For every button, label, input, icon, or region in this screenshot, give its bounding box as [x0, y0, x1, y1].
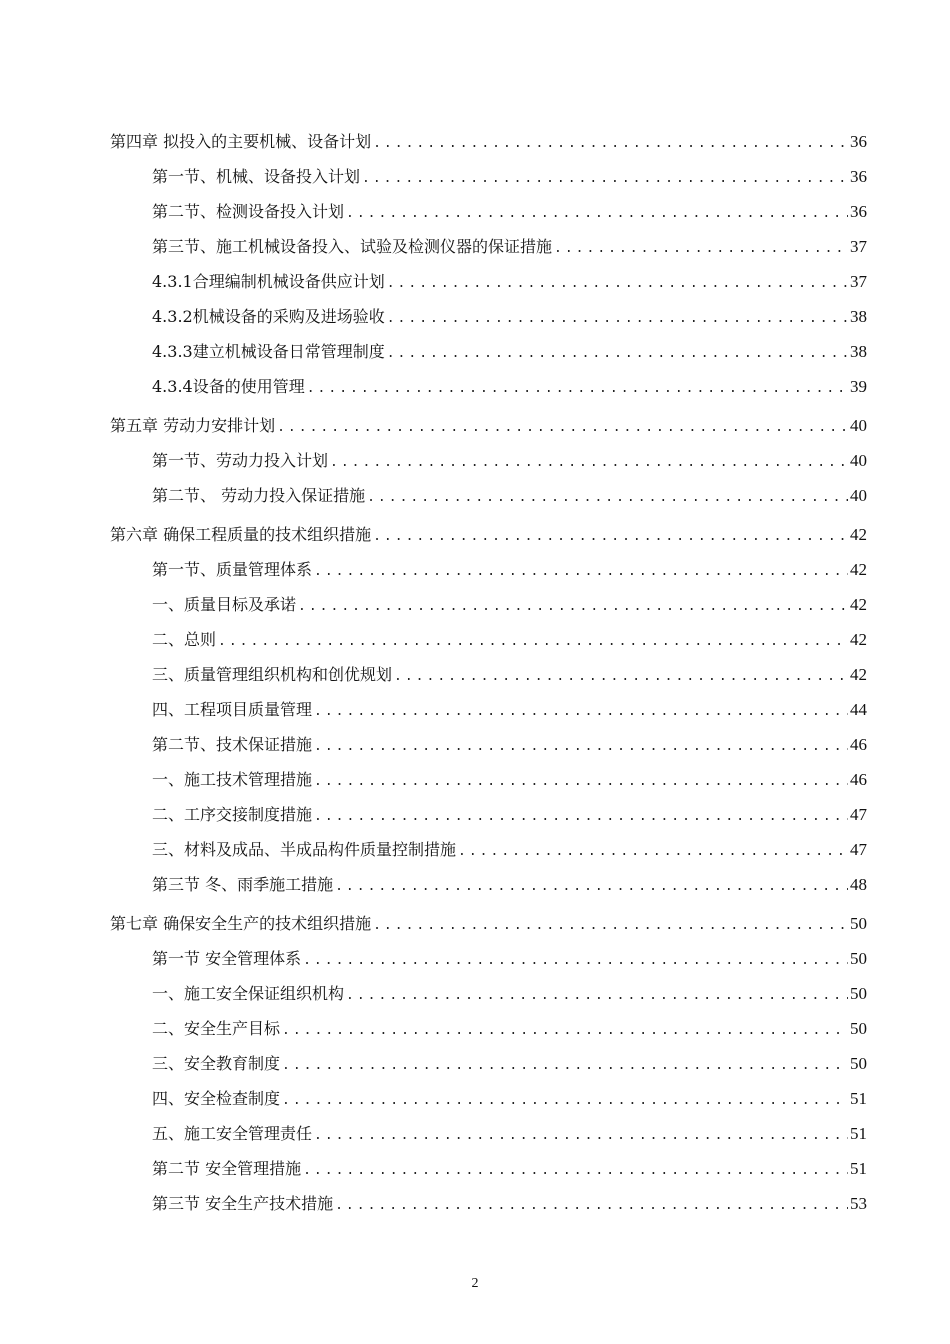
toc-entry-page-number: 38	[850, 307, 867, 326]
toc-entry-page-number: 51	[850, 1124, 867, 1143]
toc-section-entry[interactable]	[110, 587, 867, 622]
toc-section-entry[interactable]	[110, 334, 867, 369]
toc-section-entry[interactable]	[110, 797, 867, 832]
toc-chapter-entry[interactable]	[110, 517, 867, 552]
toc-entry-page-number: 47	[850, 805, 867, 824]
toc-entry-label: 4.3.3建立机械设备日常管理制度	[152, 342, 385, 361]
toc-entry-label: 一、施工技术管理措施	[152, 770, 313, 789]
toc-section-entry[interactable]	[110, 264, 867, 299]
toc-entry-page-number: 40	[850, 451, 867, 470]
dot-leader	[335, 1188, 848, 1223]
toc-entry-page-number: 51	[850, 1089, 867, 1108]
toc-section-entry[interactable]	[110, 1081, 867, 1116]
dot-leader	[387, 301, 848, 336]
toc-section-entry[interactable]	[110, 478, 867, 513]
dot-leader	[282, 1083, 848, 1118]
toc-entry-page-number: 36	[850, 202, 867, 221]
toc-entry-label: 第三节 安全生产技术措施	[152, 1194, 334, 1213]
dot-leader	[314, 799, 848, 834]
toc-entry-label: 第二节、 劳动力投入保证措施	[152, 486, 366, 505]
dot-leader	[387, 336, 848, 371]
toc-section-entry[interactable]	[110, 369, 867, 404]
toc-entry-page-number: 40	[850, 416, 867, 435]
dot-leader	[303, 1153, 848, 1188]
toc-entry-page-number: 40	[850, 486, 867, 505]
toc-entry-page-number: 42	[850, 560, 867, 579]
dot-leader	[554, 231, 848, 266]
toc-entry-page-number: 48	[850, 875, 867, 894]
toc-entry-label: 第一节、质量管理体系	[152, 560, 313, 579]
toc-entry-page-number: 50	[850, 914, 867, 933]
dot-leader	[314, 694, 848, 729]
toc-section-entry[interactable]	[110, 867, 867, 902]
dot-leader	[282, 1013, 848, 1048]
toc-entry-label: 第四章 拟投入的主要机械、设备计划	[110, 132, 372, 151]
toc-entry-page-number: 39	[850, 377, 867, 396]
dot-leader	[394, 659, 848, 694]
toc-chapter-entry[interactable]	[110, 906, 867, 941]
toc-section-entry[interactable]	[110, 727, 867, 762]
toc-entry-page-number: 50	[850, 949, 867, 968]
toc-section-entry[interactable]	[110, 941, 867, 976]
toc-section-entry[interactable]	[110, 194, 867, 229]
dot-leader	[458, 834, 848, 869]
toc-entry-label: 第三节、施工机械设备投入、试验及检测仪器的保证措施	[152, 237, 553, 256]
toc-entry-page-number: 50	[850, 1054, 867, 1073]
dot-leader	[346, 978, 848, 1013]
toc-entry-label: 4.3.1合理编制机械设备供应计划	[152, 272, 385, 291]
toc-entry-label: 一、质量目标及承诺	[152, 595, 297, 614]
toc-entry-page-number: 44	[850, 700, 867, 719]
toc-entry-label: 第一节、机械、设备投入计划	[152, 167, 361, 186]
toc-section-entry[interactable]	[110, 622, 867, 657]
toc-entry-label: 三、质量管理组织机构和创优规划	[152, 665, 393, 684]
toc-entry-label: 第二节、检测设备投入计划	[152, 202, 345, 221]
toc-entry-label: 第二节 安全管理措施	[152, 1159, 302, 1178]
toc-section-entry[interactable]	[110, 1151, 867, 1186]
toc-list	[110, 124, 867, 1221]
toc-entry-page-number: 46	[850, 770, 867, 789]
toc-section-entry[interactable]	[110, 976, 867, 1011]
toc-section-entry[interactable]	[110, 762, 867, 797]
dot-leader	[373, 126, 848, 161]
toc-entry-page-number: 51	[850, 1159, 867, 1178]
toc-section-entry[interactable]	[110, 1186, 867, 1221]
toc-entry-label: 第五章 劳动力安排计划	[110, 416, 276, 435]
dot-leader	[314, 764, 848, 799]
toc-section-entry[interactable]	[110, 159, 867, 194]
toc-entry-page-number: 37	[850, 272, 867, 291]
dot-leader	[373, 908, 848, 943]
toc-entry-page-number: 42	[850, 525, 867, 544]
toc-entry-page-number: 50	[850, 1019, 867, 1038]
toc-section-entry[interactable]	[110, 229, 867, 264]
toc-entry-label: 第七章 确保安全生产的技术组织措施	[110, 914, 372, 933]
toc-entry-page-number: 42	[850, 630, 867, 649]
toc-entry-label: 4.3.2机械设备的采购及进场验收	[152, 307, 385, 326]
toc-entry-label: 二、安全生产目标	[152, 1019, 281, 1038]
toc-entry-page-number: 38	[850, 342, 867, 361]
dot-leader	[307, 371, 848, 406]
toc-section-entry[interactable]	[110, 443, 867, 478]
dot-leader	[367, 480, 848, 515]
table-of-contents	[110, 124, 867, 1221]
toc-entry-label: 四、安全检查制度	[152, 1089, 281, 1108]
toc-entry-page-number: 47	[850, 840, 867, 859]
toc-entry-label: 三、安全教育制度	[152, 1054, 281, 1073]
toc-entry-label: 二、工序交接制度措施	[152, 805, 313, 824]
toc-entry-label: 二、总则	[152, 630, 217, 649]
dot-leader	[303, 943, 848, 978]
dot-leader	[362, 161, 848, 196]
toc-section-entry[interactable]	[110, 1116, 867, 1151]
dot-leader	[314, 554, 848, 589]
toc-entry-label: 五、施工安全管理责任	[152, 1124, 313, 1143]
toc-entry-page-number: 36	[850, 132, 867, 151]
dot-leader	[335, 869, 848, 904]
dot-leader	[373, 519, 848, 554]
page-number: 2	[471, 1276, 479, 1291]
toc-entry-label: 第一节、劳动力投入计划	[152, 451, 329, 470]
toc-section-entry[interactable]	[110, 552, 867, 587]
toc-section-entry[interactable]	[110, 1011, 867, 1046]
dot-leader	[387, 266, 848, 301]
toc-chapter-entry[interactable]	[110, 408, 867, 443]
toc-entry-label: 三、材料及成品、半成品构件质量控制措施	[152, 840, 457, 859]
toc-chapter-entry[interactable]	[110, 124, 867, 159]
dot-leader	[277, 410, 848, 445]
toc-entry-page-number: 53	[850, 1194, 867, 1213]
toc-entry-page-number: 42	[850, 665, 867, 684]
toc-section-entry[interactable]	[110, 1046, 867, 1081]
toc-entry-label: 第三节 冬、雨季施工措施	[152, 875, 334, 894]
dot-leader	[314, 1118, 848, 1153]
toc-section-entry[interactable]	[110, 299, 867, 334]
dot-leader	[298, 589, 848, 624]
toc-entry-label: 第二节、技术保证措施	[152, 735, 313, 754]
dot-leader	[314, 729, 848, 764]
toc-entry-page-number: 46	[850, 735, 867, 754]
dot-leader	[282, 1048, 848, 1083]
toc-entry-page-number: 50	[850, 984, 867, 1003]
toc-entry-label: 第一节 安全管理体系	[152, 949, 302, 968]
toc-section-entry[interactable]	[110, 832, 867, 867]
toc-entry-label: 4.3.4设备的使用管理	[152, 377, 305, 396]
toc-entry-label: 一、施工安全保证组织机构	[152, 984, 345, 1003]
toc-entry-page-number: 37	[850, 237, 867, 256]
toc-section-entry[interactable]	[110, 657, 867, 692]
toc-entry-label: 第六章 确保工程质量的技术组织措施	[110, 525, 372, 544]
dot-leader	[218, 624, 848, 659]
dot-leader	[330, 445, 848, 480]
toc-entry-label: 四、工程项目质量管理	[152, 700, 313, 719]
toc-entry-page-number: 36	[850, 167, 867, 186]
toc-entry-page-number: 42	[850, 595, 867, 614]
toc-section-entry[interactable]	[110, 692, 867, 727]
dot-leader	[346, 196, 848, 231]
